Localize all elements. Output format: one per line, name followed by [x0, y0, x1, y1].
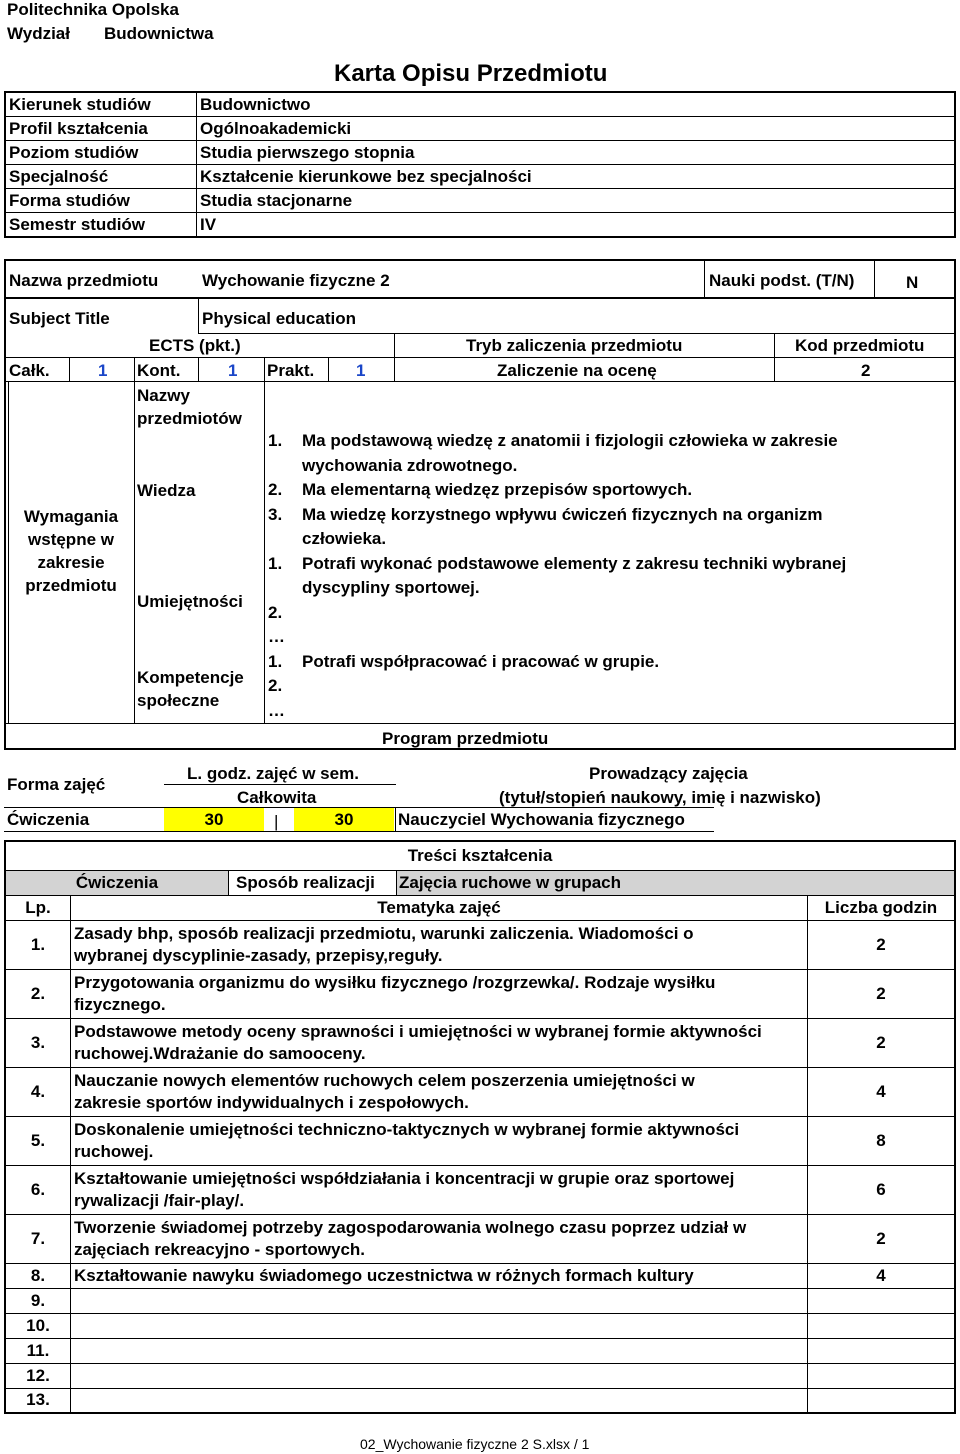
row-topic-line: Kształtowanie umiejętności współdziałania i koncentracji w grupie oraz sportowej — [74, 1168, 735, 1188]
row-hours: 2 — [808, 1018, 956, 1067]
row-topic — [71, 1116, 808, 1165]
row-topic — [71, 1338, 808, 1363]
instructor-subheader: (tytuł/stopień naukowy, imię i nazwisko) — [499, 788, 821, 807]
instructor-name: Nauczyciel Wychowania fizycznego — [398, 810, 685, 829]
subject-names-header: Nazwy przedmiotów — [137, 386, 242, 428]
row-hours: 8 — [808, 1116, 956, 1165]
hours-value-a: 30 — [164, 808, 264, 831]
requirement-line — [268, 601, 302, 624]
row-hours — [808, 1288, 956, 1313]
row-topic-line: Kształtowanie nawyku świadomego uczestnictwa w różnych formach kultury — [74, 1265, 694, 1285]
row-topic — [71, 1165, 808, 1214]
row-lp: 8. — [5, 1263, 71, 1288]
col-lp: Lp. — [5, 895, 71, 920]
row-hours — [808, 1363, 956, 1388]
study-info-table — [4, 91, 956, 238]
prakt-value: 1 — [356, 361, 366, 380]
requirement-number: 1. — [268, 553, 283, 573]
table-row — [5, 1116, 955, 1165]
requirement-text: Potrafi współpracować i pracować w grupie. — [302, 651, 660, 671]
info-value: Kształcenie kierunkowe bez specjalności — [197, 165, 956, 189]
row-topic — [71, 1388, 808, 1413]
tryb-value: Zaliczenie na ocenę — [497, 361, 657, 380]
info-value: IV — [197, 213, 956, 238]
document-title: Karta Opisu Przedmiotu — [334, 60, 608, 87]
row-topic — [71, 1018, 808, 1067]
table-row — [5, 1214, 955, 1263]
info-row — [5, 213, 955, 238]
subject-name-label: Nazwa przedmiotu — [9, 271, 159, 290]
subject-name: Wychowanie fizyczne 2 — [202, 271, 390, 290]
tresci-form: Ćwiczenia — [6, 871, 229, 895]
program-label: Program przedmiotu — [382, 729, 549, 748]
forma-label: Forma zajęć — [7, 775, 106, 794]
tresci-title: Treści kształcenia — [5, 841, 955, 870]
table-row — [5, 1263, 955, 1288]
row-hours: 2 — [808, 920, 956, 969]
faculty-line — [7, 24, 214, 44]
tryb-header: Tryb zaliczenia przedmiotu — [466, 336, 683, 355]
row-hours — [808, 1338, 956, 1363]
row-hours — [808, 1313, 956, 1338]
ects-header: ECTS (pkt.) — [149, 336, 241, 355]
table-row — [5, 969, 955, 1018]
kod-value: 2 — [861, 361, 871, 380]
calk-value: 1 — [98, 361, 108, 380]
instructor-header: Prowadzący zajęcia — [589, 764, 748, 783]
faculty-label: Wydział — [7, 24, 70, 43]
umiejetnosci-label: Umiejętności — [137, 592, 243, 611]
row-topic — [71, 1288, 808, 1313]
row-topic-line: rywalizacji /fair-play/. — [74, 1190, 245, 1210]
forms-block — [4, 760, 956, 832]
info-label: Profil kształcenia — [5, 117, 197, 141]
row-topic-line: ruchowej.Wdrażanie do samooceny. — [74, 1043, 366, 1063]
requirement-number: 1. — [268, 431, 283, 450]
table-row — [5, 1388, 955, 1413]
requirement-text: człowieka. — [302, 529, 387, 548]
info-value: Studia pierwszego stopnia — [197, 141, 956, 165]
row-hours: 2 — [808, 969, 956, 1018]
hours-value-b: 30 — [294, 808, 394, 831]
kont-label: Kont. — [137, 361, 181, 380]
info-row — [5, 92, 955, 117]
info-row — [5, 165, 955, 189]
info-label: Semestr studiów — [5, 213, 197, 238]
table-row — [5, 1067, 955, 1116]
info-label: Poziom studiów — [5, 141, 197, 165]
row-topic-line: zajęciach rekreacyjno - sportowych. — [74, 1239, 366, 1259]
info-row — [5, 141, 955, 165]
prakt-label: Prakt. — [267, 361, 315, 380]
table-row — [5, 920, 955, 969]
row-lp: 2. — [5, 969, 71, 1018]
calk-label: Całk. — [9, 361, 50, 380]
faculty-name: Budownictwa — [104, 24, 214, 43]
subject-title-en: Physical education — [202, 309, 356, 328]
kod-header: Kod przedmiotu — [795, 336, 925, 355]
row-lp: 9. — [5, 1288, 71, 1313]
subject-title-label: Subject Title — [9, 309, 110, 328]
page-footer: 02_Wychowanie fizyczne 2 S.xlsx / 1 — [360, 1436, 590, 1452]
table-row — [5, 1165, 955, 1214]
row-topic — [71, 1214, 808, 1263]
row-topic-line: Tworzenie świadomej potrzeby zagospodarowania wolnego czasu poprzez udział w — [74, 1217, 747, 1237]
requirement-text: dyscypliny sportowej. — [302, 578, 480, 597]
sposob-value: Zajęcia ruchowe w grupach — [397, 871, 954, 895]
requirement-line — [268, 429, 838, 452]
total-hours-header: Całkowita — [237, 788, 317, 807]
row-hours — [808, 1388, 956, 1413]
info-value: Budownictwo — [197, 92, 956, 117]
row-lp: 4. — [5, 1067, 71, 1116]
requirement-line — [268, 650, 659, 673]
row-topic-line: Zasady bhp, sposób realizacji przedmiotu, warunki zaliczenia. Wiadomości o — [74, 923, 694, 943]
row-hours: 6 — [808, 1165, 956, 1214]
info-label: Specjalność — [5, 165, 197, 189]
requirement-line — [268, 699, 302, 722]
requirement-text: Ma podstawową wiedzę z anatomii i fizjologii człowieka w zakresie — [302, 431, 838, 450]
table-row — [5, 1363, 955, 1388]
row-topic — [71, 1313, 808, 1338]
table-row — [5, 1313, 955, 1338]
row-lp: 12. — [5, 1363, 71, 1388]
requirement-line — [268, 454, 517, 477]
info-row — [5, 117, 955, 141]
university-name: Politechnika Opolska — [7, 0, 179, 19]
wiedza-label: Wiedza — [137, 481, 196, 500]
hours-header: L. godz. zajęć w sem. — [187, 764, 359, 783]
row-topic — [71, 920, 808, 969]
row-topic-line: wybranej dyscyplinie-zasady, przepisy,reguły. — [74, 945, 443, 965]
row-hours: 4 — [808, 1067, 956, 1116]
col-hours: Liczba godzin — [808, 895, 956, 920]
kont-value: 1 — [228, 361, 238, 380]
row-topic-line: zakresie sportów indywidualnych i zespołowych. — [74, 1092, 469, 1112]
requirement-line — [268, 625, 302, 648]
row-lp: 7. — [5, 1214, 71, 1263]
row-lp: 10. — [5, 1313, 71, 1338]
table-row — [5, 1018, 955, 1067]
info-label: Kierunek studiów — [5, 92, 197, 117]
row-lp: 13. — [5, 1388, 71, 1413]
row-topic-line: Nauczanie nowych elementów ruchowych celem poszerzenia umiejętności w — [74, 1070, 695, 1090]
row-lp: 5. — [5, 1116, 71, 1165]
forms-row-label: Ćwiczenia — [7, 810, 90, 829]
info-label: Forma studiów — [5, 189, 197, 213]
tresci-table — [4, 840, 956, 1414]
row-topic-line: Doskonalenie umiejętności techniczno-taktycznych w wybranej formie aktywności — [74, 1119, 740, 1139]
row-lp: 1. — [5, 920, 71, 969]
row-topic — [71, 1067, 808, 1116]
requirement-line — [268, 576, 480, 599]
requirements-label: Wymagania wstępne w zakresie przedmiotu — [23, 507, 119, 595]
requirement-text: Ma wiedzę korzystnego wpływu ćwiczeń fizycznych na organizm — [302, 504, 823, 524]
requirement-number: 2. — [268, 676, 283, 695]
row-topic-line: Przygotowania organizmu do wysiłku fizycznego /rozgrzewka/. Rodzaje wysiłku — [74, 972, 716, 992]
info-row — [5, 189, 955, 213]
hours-separator: | — [274, 812, 279, 831]
basic-science-label: Nauki podst. (T/N) — [709, 271, 855, 290]
requirement-number: 1. — [268, 651, 283, 671]
row-topic — [71, 1363, 808, 1388]
row-lp: 6. — [5, 1165, 71, 1214]
requirement-number: 3. — [268, 504, 283, 524]
requirement-line — [268, 527, 386, 550]
table-row — [5, 1288, 955, 1313]
row-topic — [71, 969, 808, 1018]
col-topic: Tematyka zajęć — [71, 895, 808, 920]
requirement-number: … — [268, 627, 285, 646]
requirement-line — [268, 478, 692, 501]
requirement-text: Ma elementarną wiedzęz przepisów sportowych. — [302, 480, 693, 499]
row-lp: 3. — [5, 1018, 71, 1067]
requirement-line — [268, 552, 846, 575]
row-hours: 4 — [808, 1263, 956, 1288]
subject-block — [4, 259, 956, 750]
row-topic — [71, 1263, 808, 1288]
requirement-text: Potrafi wykonać podstawowe elementy z zakresu techniki wybranej — [302, 553, 847, 573]
requirement-number: … — [268, 700, 285, 720]
basic-science-value: N — [906, 273, 919, 292]
requirement-line — [268, 503, 823, 526]
row-lp: 11. — [5, 1338, 71, 1363]
kompetencje-label: Kompetencje społeczne — [137, 668, 244, 710]
info-value: Ogólnoakademicki — [197, 117, 956, 141]
table-row — [5, 1338, 955, 1363]
requirement-number: 2. — [268, 480, 283, 499]
requirement-line — [268, 674, 302, 697]
row-topic-line: Podstawowe metody oceny sprawności i umiejętności w wybranej formie aktywności — [74, 1021, 762, 1041]
row-hours: 2 — [808, 1214, 956, 1263]
requirement-text: wychowania zdrowotnego. — [302, 455, 518, 475]
requirement-number: 2. — [268, 602, 283, 622]
row-topic-line: ruchowej. — [74, 1141, 154, 1161]
row-topic-line: fizycznego. — [74, 994, 166, 1014]
sposob-label: Sposób realizacji — [229, 871, 397, 895]
info-value: Studia stacjonarne — [197, 189, 956, 213]
